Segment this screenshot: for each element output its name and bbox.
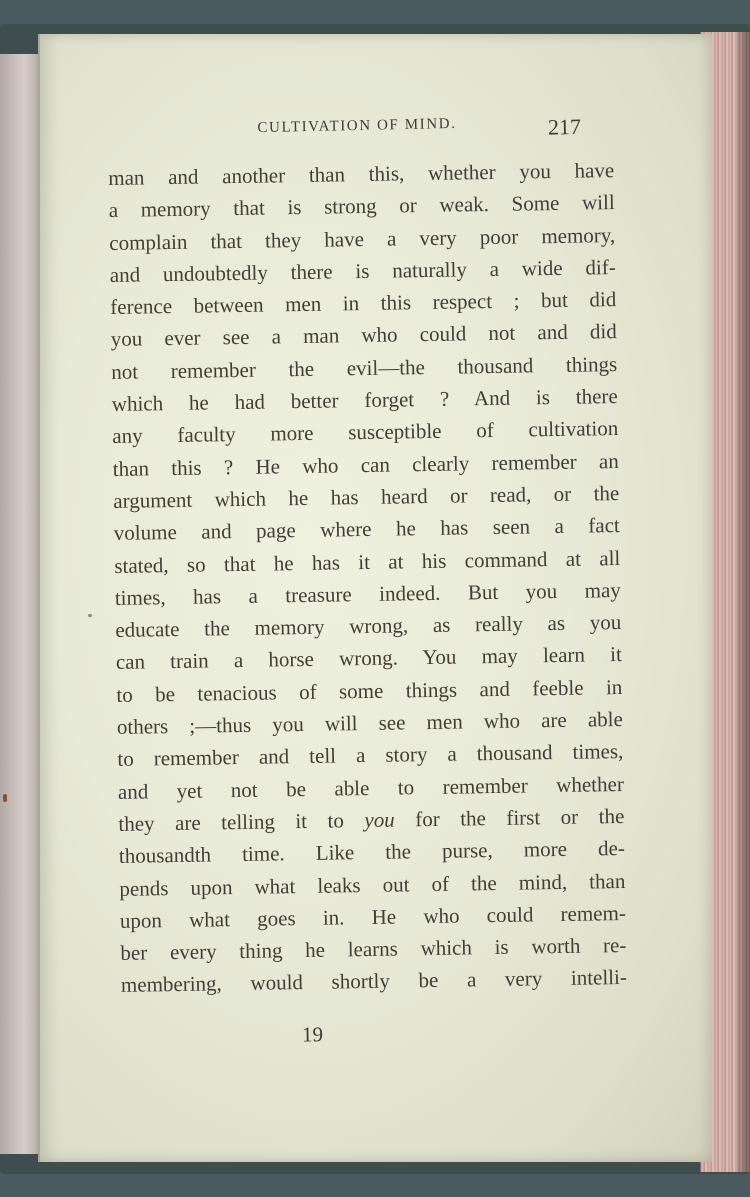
edge-mark xyxy=(3,794,7,802)
text-line: volume and page where he has seen a fact xyxy=(113,513,620,546)
page-number: 217 xyxy=(547,113,582,140)
text-line: times, has a treasure indeed. But you may xyxy=(114,577,621,610)
book-page xyxy=(38,34,712,1162)
text-line: educate the memory wrong, as really as you xyxy=(115,610,622,643)
text-line-tail: for the first or the xyxy=(415,803,625,832)
text-line: complain that they have a very poor memory, xyxy=(109,222,616,255)
signature-mark: 19 xyxy=(301,1022,324,1047)
italic-word: you xyxy=(364,807,395,832)
text-line: ber every thing he learns which is worth re- xyxy=(120,933,627,966)
text-line: can train a horse wrong. You may learn it xyxy=(115,642,622,675)
text-line: upon what goes in. He who could remem- xyxy=(119,900,627,933)
text-line: which he had better forget ? And is there xyxy=(111,384,618,417)
text-line-head: they are telling it to xyxy=(118,808,345,836)
text-line: to remember and tell a story a thousand times, xyxy=(117,739,624,772)
text-line: you ever see a man who could not and did xyxy=(110,319,617,352)
text-line: man and another than this, whether you have xyxy=(108,158,615,190)
text-line: than this ? He who can clearly remember an xyxy=(112,448,619,481)
body-text xyxy=(108,154,627,1002)
text-line: thousandth time. Like the purse, more de- xyxy=(118,836,626,869)
paper-speck xyxy=(88,614,92,617)
text-line: stated, so that he has it at his command at all xyxy=(114,545,621,578)
text-line: pends upon what leaks out of the mind, than xyxy=(119,868,626,901)
text-line: ference between men in this respect ; but did xyxy=(110,287,617,320)
text-line: a memory that is strong or weak. Some will xyxy=(108,190,615,223)
text-line: any faculty more susceptible of cultivation xyxy=(112,416,619,449)
running-head: CULTIVATION OF MIND. xyxy=(257,115,457,137)
text-line: and undoubtedly there is naturally a wide dif- xyxy=(109,254,616,287)
text-line: and yet not be able to remember whether xyxy=(117,771,625,804)
text-line: to be tenacious of some things and feeble in xyxy=(116,674,623,707)
text-line: others ;—thus you will see men who are able xyxy=(116,707,624,739)
text-line: membering, would shortly be a very intelli- xyxy=(120,965,628,998)
text-line: argument which he has heard or read, or the xyxy=(113,480,620,513)
text-line: not remember the evil—the thousand things xyxy=(111,351,618,384)
